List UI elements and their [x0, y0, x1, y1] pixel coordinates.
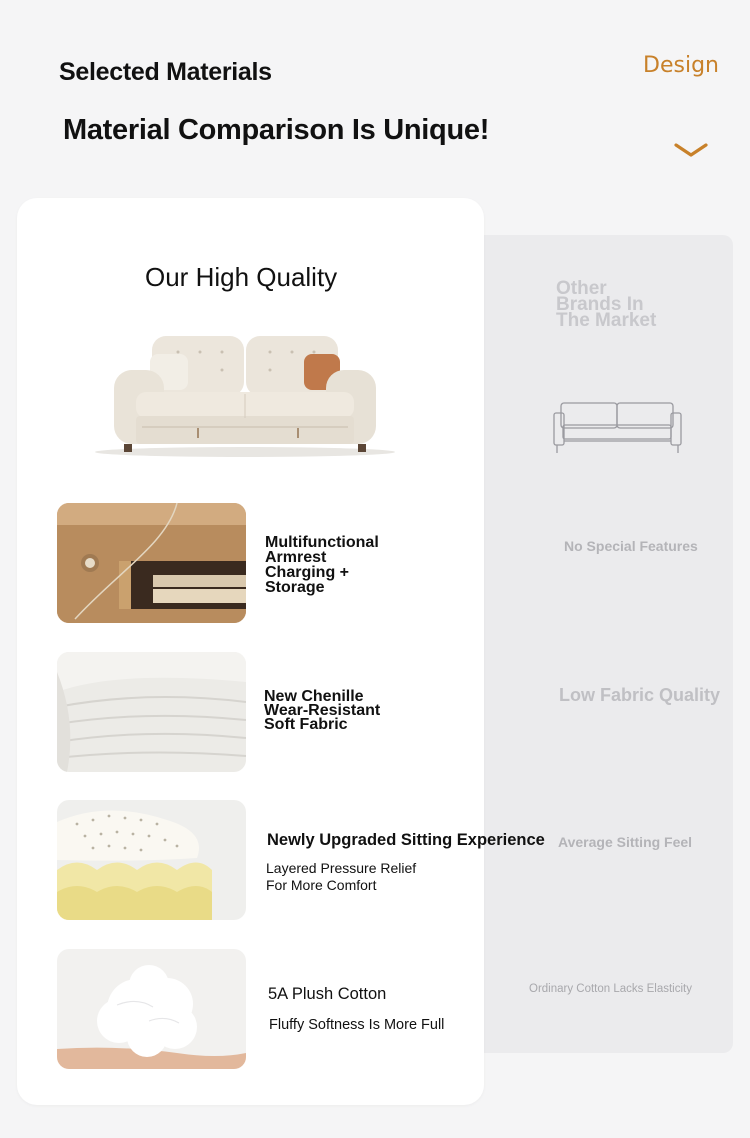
- sofa-outline-icon: [553, 401, 683, 455]
- foam-layers-image: [57, 800, 246, 920]
- section-title: Material Comparison Is Unique!: [63, 114, 490, 146]
- feature-armrest-title: Multifunctional Armrest Charging + Storage: [265, 534, 379, 596]
- feature-cotton-subtitle: Fluffy Softness Is More Full: [269, 1017, 445, 1033]
- other-feature-sitting: Average Sitting Feel: [558, 834, 693, 850]
- feature-sitting-subtitle: Layered Pressure Relief For More Comfort: [266, 860, 417, 893]
- other-brands-heading: Other Brands In The Market: [556, 278, 657, 331]
- section-subtitle: Selected Materials: [59, 58, 272, 86]
- feature-sitting-title: Newly Upgraded Sitting Experience: [267, 831, 545, 849]
- plush-cotton-image: [57, 949, 246, 1069]
- chenille-fabric-image: [57, 652, 246, 772]
- other-brands-card: [470, 235, 733, 1053]
- other-feature-cotton: Ordinary Cotton Lacks Elasticity: [529, 983, 692, 995]
- other-feature-fabric: Low Fabric Quality: [559, 685, 721, 705]
- sofa-bed-image: [90, 330, 400, 458]
- feature-cotton-title: 5A Plush Cotton: [268, 985, 387, 1003]
- chevron-down-icon[interactable]: [674, 142, 708, 158]
- other-feature-armrest: No Special Features: [564, 538, 698, 554]
- feature-fabric-title: New Chenille Wear-Resistant Soft Fabric: [264, 688, 381, 733]
- brand-word: Design: [643, 53, 719, 78]
- armrest-storage-image: [57, 503, 246, 623]
- our-quality-heading: Our High Quality: [145, 262, 338, 292]
